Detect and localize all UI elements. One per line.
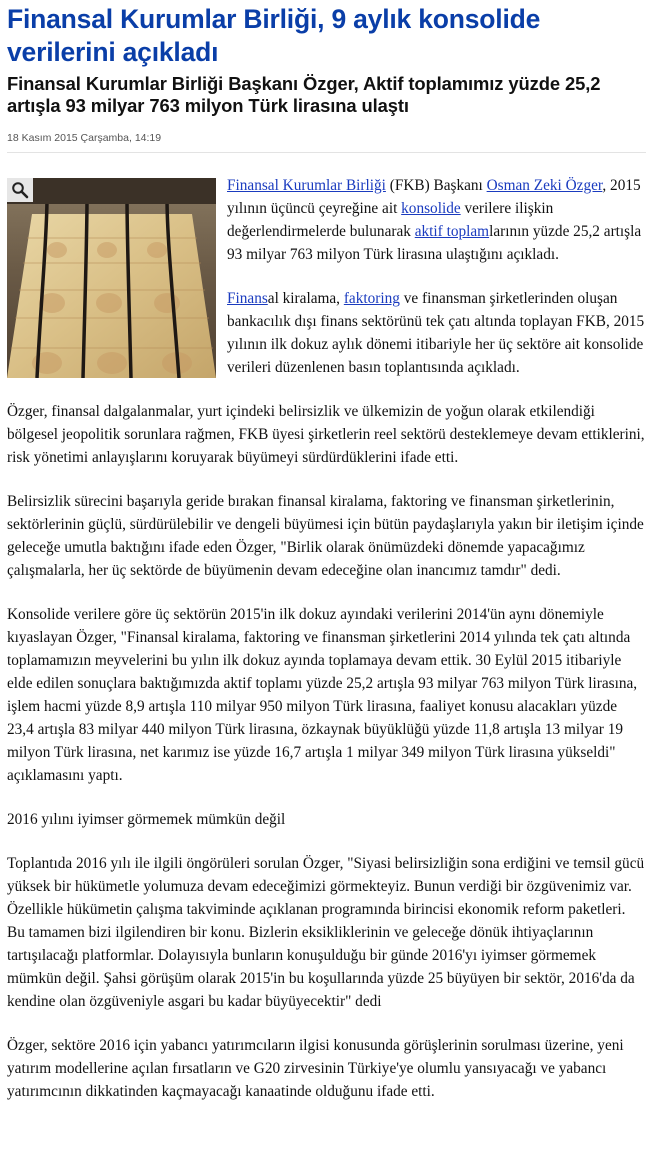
paragraph-1: Finansal Kurumlar Birliği (FKB) Başkanı Osman Zeki Özger, 2015 yılının üçüncü çeyreğine ait konsolide verilere ilişkin değerlendirmelerde bulunarak aktif toplamlarının yüzde 25,2 artışla 93 milyar 763 milyon Türk lirasına ulaştığını açıkladı. — [227, 177, 642, 263]
section-heading: 2016 yılını iyimser görmemek mümkün değil — [7, 811, 286, 828]
article-subtitle: Finansal Kurumlar Birliği Başkanı Özger, Aktif toplamımız yüzde 25,2 artışla 93 milyar 763 milyon Türk lirasına ulaştı — [7, 73, 601, 116]
link-fkb[interactable]: Finansal Kurumlar Birliği — [227, 177, 386, 194]
banknote-printing-photo — [7, 178, 216, 378]
paragraph-5: Konsolide verilere göre üç sektörün 2015'in ilk dokuz ayındaki verilerini 2014'ün aynı dönemiyle kıyaslayan Özger, "Finansal kiralama, faktoring ve finansman şirketlerini 2014 yılında tek çatı altında toplamamızın meyvelerini bu yılın ilk dokuz ayında toplamaya devam ettik. 30 Eylül 2015 itibariyle elde edilen sonuçlara baktığımızda aktif toplamı yüzde 25,2 artışla 93 milyar 763 milyon Türk lirasına, işlem hacmi yüzde 8,9 artışla 110 milyar 950 milyon Türk lirasına, faaliyet konusu alacakları yüzde 23,4 artışla 83 milyar 440 milyon Türk lirasına, özkaynak büyüklüğü yüzde 11,8 artışla 13 milyar 19 milyon Türk lirasına, net karımız ise yüzde 16,7 artışla 1 milyar 349 milyon Türk lirasına yükseldi" açıklamasını yaptı. — [7, 606, 638, 784]
paragraph-4: Belirsizlik sürecini başarıyla geride bırakan finansal kiralama, faktoring ve finansman şirketlerinin, sektörlerinin güçlü, sürdürülebilir ve dengeli büyümesi için bütün paydaşlarıyla yakın bir iletişim içinde geleceğe umutla baktığını ifade eden Özger, "Birlik olarak önümüzdeki dönemde yapacağımız çalışmalarla, her üç sektörde de büyümenin devam edeceğine olan inancımız tamdır" dedi. — [7, 493, 644, 579]
article-title: Finansal Kurumlar Birliği, 9 aylık konsolide verilerini açıkladı — [7, 4, 541, 67]
link-faktoring[interactable]: faktoring — [343, 290, 400, 307]
paragraph-2: Finansal kiralama, faktoring ve finansman şirketlerinden oluşan bankacılık dışı finans sektörünü tek çatı altında toplayan FKB, 2015 yılının ilk dokuz aylık dönemi itibariyle her üç sektöre ait konsolide verileri düzenlenen basın toplantısında açıkladı. — [227, 290, 645, 376]
link-aktif-toplam[interactable]: aktif toplam — [414, 223, 490, 240]
article-photo[interactable] — [7, 178, 216, 378]
article-body — [7, 174, 646, 1124]
paragraph-3: Özger, finansal dalgalanmalar, yurt içindeki belirsizlik ve ülkemizin de yoğun olarak etkilendiği bölgesel jeopolitik sorunlara rağmen, FKB üyesi şirketlerin reel sektörü desteklemeye devam ettiklerini, risk yönetimi anlayışlarını koruyarak büyümeyi sürdürdüklerini ifade etti. — [7, 403, 645, 466]
paragraph-7: Toplantıda 2016 yılı ile ilgili öngörüleri sorulan Özger, "Siyasi belirsizliğin sona erdiğini ve temsil gücü yüksek bir hükümetle yolumuza devam edeceğimizi görmekteyiz. Bunun verdiği bir özgüvenimiz var. Özellikle hükümetin çalışma takviminde açıklanan programında birincisi ekonomik reform paketleri. Bu tamamen bizi ilgilendiren bir konu. Bizlerin eksikliklerinin ve geleceğe dönük ihtiyaçlarının tartışılacağı platformlar. Dolayısıyla bunların konuşulduğu bir günde 2016'yı iyimser görmemek mümkün değil. Şahsi görüşüm olarak 2015'in bu koşullarında yüzde 25 büyüyen bir sektör, 2016'da da kendine olan özgüveniyle asgari bu kadar büyüyecektir" dedi — [7, 855, 645, 1010]
article-date: 18 Kasım 2015 Çarşamba, 14:19 — [7, 132, 646, 153]
paragraph-8: Özger, sektöre 2016 için yabancı yatırımcıların ilgisi konusunda görüşlerinin sorulması üzerine, yeni yatırım modellerine açılan fırsatların ve G20 zirvesinin Türkiye'ye olumlu yansıyacağı ve yabancı yatırımcının dikkatinden kaçmayacağı kanaatinde olduğunu ifade etti. — [7, 1037, 624, 1100]
magnifier-icon[interactable] — [7, 178, 33, 202]
link-finans[interactable]: Finans — [227, 290, 268, 307]
article-page — [0, 3, 656, 1176]
link-konsolide[interactable]: konsolide — [401, 200, 461, 217]
link-ozger[interactable]: Osman Zeki Özger — [486, 177, 603, 194]
